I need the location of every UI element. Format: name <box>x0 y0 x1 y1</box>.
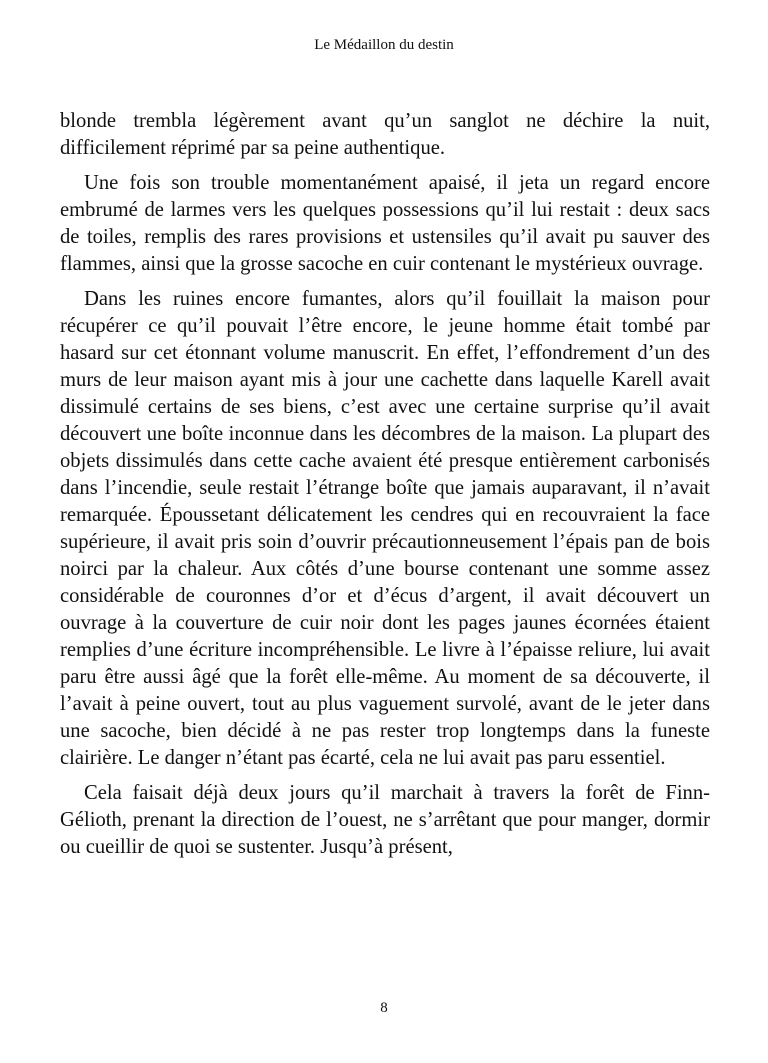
page-body <box>60 108 710 869</box>
paragraph: Dans les ruines encore fumantes, alors qu’il fouillait la maison pour récupérer ce qu’il pouvait l’être encore, le jeune homme était tombé par hasard sur cet étonnant volume manuscrit. En effet, l’effondrement d’un des murs de leur maison ayant mis à jour une cachette dans laquelle Karell avait dissimulé certains de ses biens, c’est avec une certaine surprise qu’il avait découvert une boîte inconnue dans les décombres de la maison. La plupart des objets dissimulés dans cette cache avaient été presque entièrement carbonisés dans l’incendie, seule restait l’étrange boîte que jamais auparavant, il n’avait remarquée. Époussetant délicatement les cendres qui en recouvraient la face supérieure, il avait pris soin d’ouvrir précautionneusement l’épais pan de bois noirci par la chaleur. Aux côtés d’une bourse contenant une somme assez considérable de couronnes d’or et d’écus d’argent, il avait découvert un ouvrage à la couverture de cuir noir dont les pages jaunes écornées étaient remplies d’une écriture incompréhensible. Le livre à l’épaisse reliure, lui avait paru être aussi âgé que la forêt elle-même. Au moment de sa découverte, il l’avait à peine ouvert, tout au plus vaguement survolé, avant de le jeter dans une sacoche, bien décidé à ne pas rester trop longtemps dans la funeste clairière. Le danger n’étant pas écarté, cela ne lui avait pas paru essentiel. <box>60 288 710 769</box>
paragraph: Cela faisait déjà deux jours qu’il marchait à travers la forêt de Finn-Gélioth, prenant la direction de l’ouest, ne s’arrêtant que pour manger, dormir ou cueillir de quoi se sustenter. Jusqu’à présent, <box>60 782 710 858</box>
running-title: Le Médaillon du destin <box>314 37 454 53</box>
paragraph-continued: blonde trembla légèrement avant qu’un sanglot ne déchire la nuit, difficilement réprimé par sa peine authentique. <box>60 110 710 159</box>
paragraph: Une fois son trouble momentanément apaisé, il jeta un regard encore embrumé de larmes vers les quelques possessions qu’il lui restait : deux sacs de toiles, remplis des rares provisions et ustensiles qu’il avait pu sauver des flammes, ainsi que la grosse sacoche en cuir contenant le mystérieux ouvrage. <box>60 172 710 275</box>
page-number: 8 <box>380 1000 388 1016</box>
